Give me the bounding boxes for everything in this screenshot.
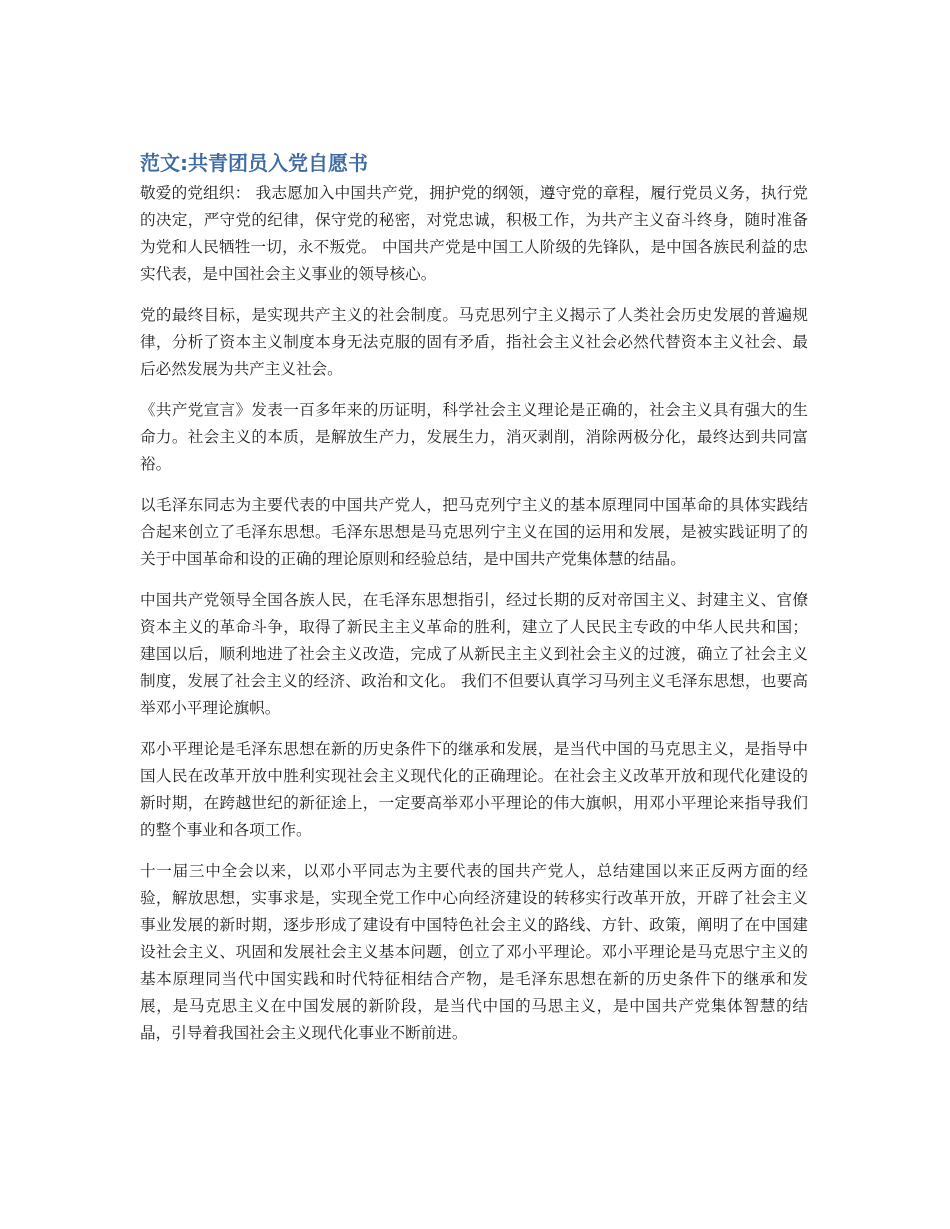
document-page <box>140 148 808 1061</box>
paragraph-2: 党的最终目标，是实现共产主义的社会制度。马克思列宁主义揭示了人类社会历史发展的普遍规律，分析了资本主义制度本身无法克服的固有矛盾，指社会主义社会必然代替资本主义社会、最后必然发展为共产主义社会。 <box>140 306 808 378</box>
document-title: 范文:共青团员入党自愿书 <box>140 151 368 175</box>
paragraph-6: 邓小平理论是毛泽东思想在新的历史条件下的继承和发展，是当代中国的马克思主义，是指导中国人民在改革开放中胜利实现社会主义现代化的正确理论。在社会主义改革开放和现代化建设的新时期，在跨越世纪的新征途上，一定要高举邓小平理论的伟大旗帜，用邓小平理论来指导我们的整个事业和各项工作。 <box>140 740 808 839</box>
paragraph-5: 中国共产党领导全国各族人民，在毛泽东思想指引，经过长期的反对帝国主义、封建主义、官僚资本主义的革命斗争，取得了新民主主义革命的胜利，建立了人民民主专政的中华人民共和国；建国以后，顺利地进了社会主义改造，完成了从新民主主义到社会主义的过渡，确立了社会主义制度，发展了社会主义的经济、政治和文化。 我们不但要认真学习马列主义毛泽东思想，也要高举邓小平理论旗帜。 <box>140 591 808 717</box>
paragraph-3: 《共产党宣言》发表一百多年来的历证明，科学社会主义理论是正确的，社会主义具有强大的生命力。社会主义的本质，是解放生产力，发展生力，消灭剥削，消除两极分化，最终达到共同富裕。 <box>140 401 808 473</box>
paragraph-7: 十一届三中全会以来，以邓小平同志为主要代表的国共产党人，总结建国以来正反两方面的经验，解放思想，实事求是，实现全党工作中心向经济建设的转移实行改革开放，开辟了社会主义事业发展的新时期，逐步形成了建设有中国特色社会主义的路线、方针、政策，阐明了在中国建设社会主义、巩固和发展社会主义基本问题，创立了邓小平理论。邓小平理论是马克思宁主义的基本原理同当代中国实践和时代特征相结合产物，是毛泽东思想在新的历史条件下的继承和发展，是马克思主义在中国发展的新阶段，是当代中国的马思主义，是中国共产党集体智慧的结晶，引导着我国社会主义现代化事业不断前进。 <box>140 862 808 1042</box>
paragraph-1: 敬爱的党组织： 我志愿加入中国共产党，拥护党的纲领，遵守党的章程，履行党员义务，执行党的决定，严守党的纪律，保守党的秘密，对党忠诚，积极工作，为共产主义奋斗终身，随时准备为党和人民牺牲一切，永不叛党。 中国共产党是中国工人阶级的先锋队，是中国各族民利益的忠实代表，是中国社会主义事业的领导核心。 <box>140 184 808 283</box>
paragraph-4: 以毛泽东同志为主要代表的中国共产党人，把马克列宁主义的基本原理同中国革命的具体实践结合起来创立了毛泽东思想。毛泽东思想是马克思列宁主义在国的运用和发展，是被实践证明了的关于中国革命和设的正确的理论原则和经验总结，是中国共产党集体慧的结晶。 <box>140 496 808 568</box>
